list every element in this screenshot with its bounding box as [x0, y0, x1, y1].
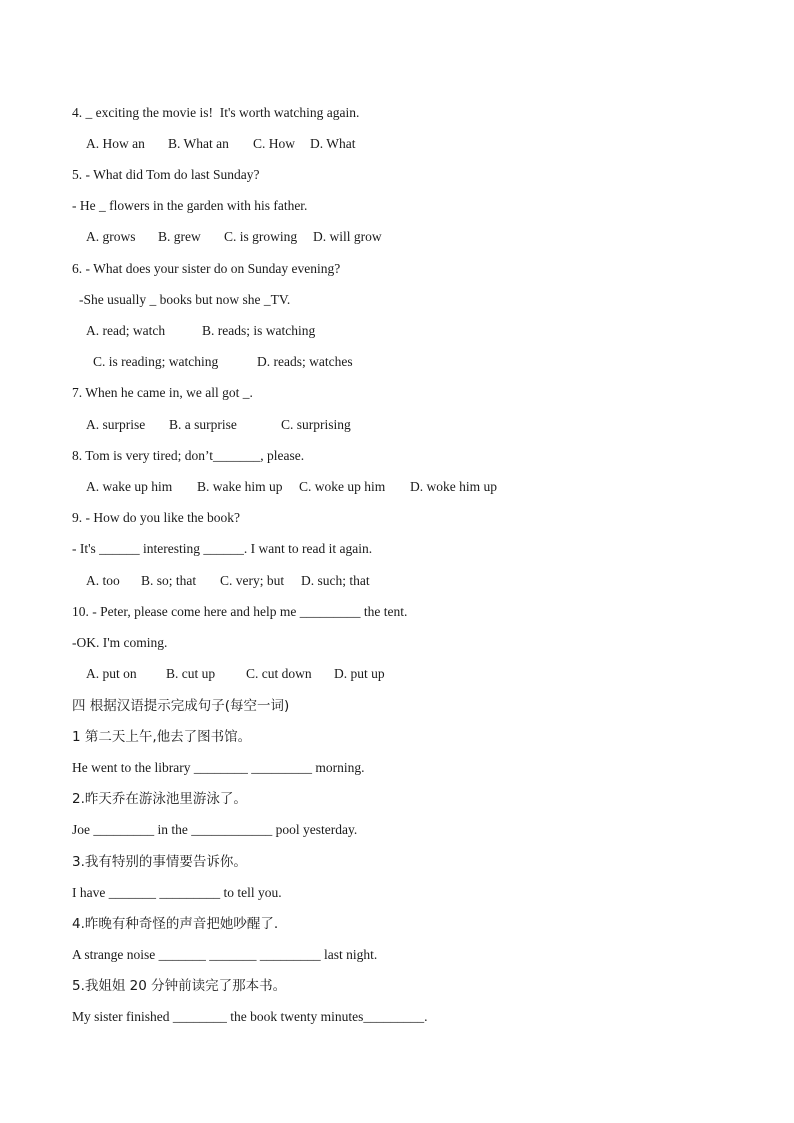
- q9-option-d: D. such; that: [301, 573, 370, 588]
- q10-option-c: C. cut down: [246, 666, 312, 681]
- s4-item2-chinese: 2.昨天乔在游泳池里游泳了。: [72, 791, 247, 807]
- q9-stem: 9. - How do you like the book?: [72, 510, 240, 525]
- q9-reply: - It's ______ interesting ______. I want to read it again.: [72, 541, 373, 556]
- q5-option-a: A. grows: [86, 229, 136, 244]
- s4-item1-english: He went to the library ________ _________ morning.: [72, 760, 365, 775]
- s4-item5-chinese: 5.我姐姐 20 分钟前读完了那本书。: [72, 978, 287, 994]
- q10-option-d: D. put up: [334, 666, 385, 681]
- s4-item4-english: A strange noise _______ _______ _________ last night.: [72, 947, 378, 962]
- q8-option-b: B. wake him up: [197, 479, 283, 494]
- section4-heading: 四 根据汉语提示完成句子(每空一词): [72, 698, 290, 714]
- q5-option-c: C. is growing: [224, 229, 298, 244]
- q5-option-d: D. will grow: [313, 229, 382, 244]
- q4-option-b: B. What an: [168, 136, 229, 151]
- q6-reply: -She usually _ books but now she _TV.: [79, 292, 291, 307]
- q7-stem: 7. When he came in, we all got _.: [72, 385, 253, 400]
- q6-option-b: B. reads; is watching: [202, 323, 316, 338]
- q9-option-b: B. so; that: [141, 573, 197, 588]
- s4-item3-chinese: 3.我有特别的事情要告诉你。: [72, 854, 247, 870]
- q10-reply: -OK. I'm coming.: [72, 635, 168, 650]
- q9-option-c: C. very; but: [220, 573, 285, 588]
- q4-stem: 4. _ exciting the movie is! It's worth watching again.: [72, 105, 360, 120]
- s4-item3-english: I have _______ _________ to tell you.: [72, 885, 282, 900]
- q4-option-d: D. What: [310, 136, 356, 151]
- q10-stem: 10. - Peter, please come here and help me _________ the tent.: [72, 604, 408, 619]
- s4-item5-english: My sister finished ________ the book twenty minutes_________.: [72, 1009, 428, 1024]
- s4-item4-chinese: 4.昨晚有种奇怪的声音把她吵醒了.: [72, 916, 279, 932]
- q6-stem: 6. - What does your sister do on Sunday evening?: [72, 261, 341, 276]
- q9-option-a: A. too: [86, 573, 120, 588]
- s4-item1-chinese: 1 第二天上午,他去了图书馆。: [72, 729, 252, 745]
- q8-stem: 8. Tom is very tired; don’t_______, please.: [72, 448, 305, 463]
- q8-option-d: D. woke him up: [410, 479, 497, 494]
- q6-option-c: C. is reading; watching: [93, 354, 219, 369]
- q8-option-c: C. woke up him: [299, 479, 386, 494]
- q7-option-b: B. a surprise: [169, 417, 237, 432]
- q6-option-d: D. reads; watches: [257, 354, 353, 369]
- q4-option-c: C. How: [253, 136, 296, 151]
- q5-reply: - He _ flowers in the garden with his father.: [72, 198, 308, 213]
- q5-option-b: B. grew: [158, 229, 201, 244]
- q10-option-b: B. cut up: [166, 666, 216, 681]
- q7-option-a: A. surprise: [86, 417, 146, 432]
- q6-option-a: A. read; watch: [86, 323, 166, 338]
- q10-option-a: A. put on: [86, 666, 137, 681]
- q7-option-c: C. surprising: [281, 417, 351, 432]
- q8-option-a: A. wake up him: [86, 479, 173, 494]
- q5-stem: 5. - What did Tom do last Sunday?: [72, 167, 260, 182]
- s4-item2-english: Joe _________ in the ____________ pool yesterday.: [72, 822, 358, 837]
- q4-option-a: A. How an: [86, 136, 145, 151]
